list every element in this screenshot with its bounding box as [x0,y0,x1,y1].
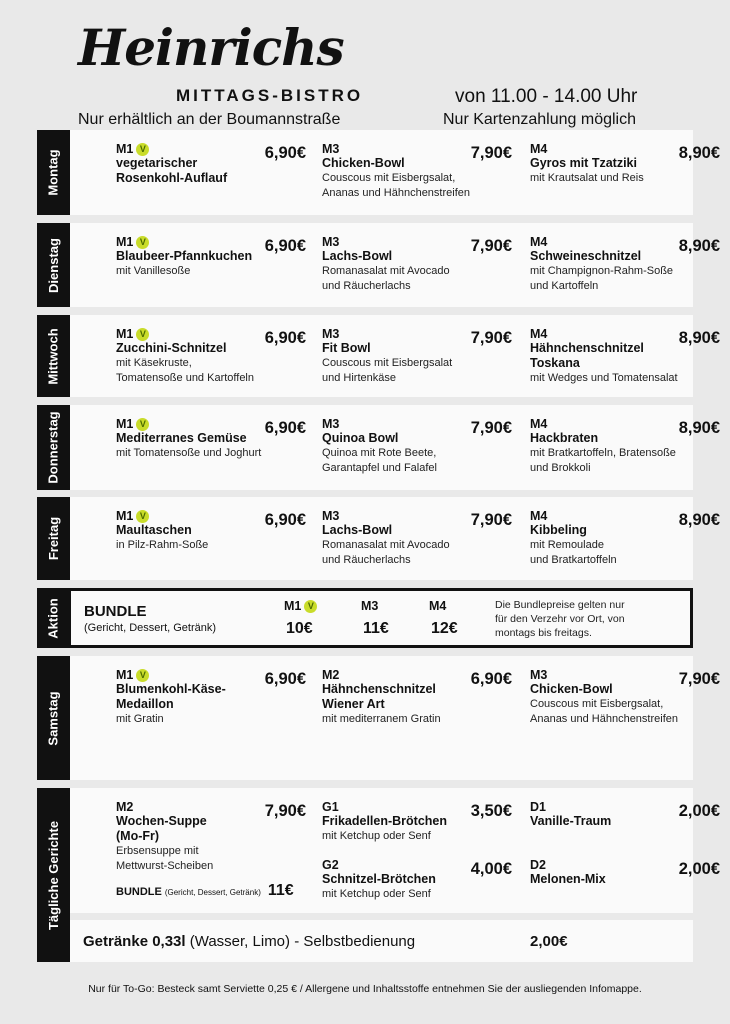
section-aktion [37,588,693,648]
item-code-text: M2 [322,668,340,682]
menu-item-d2: D2 Melonen-Mix 2,00€ [530,858,720,886]
day-tab [37,497,70,580]
price: 6,90€ [470,670,512,688]
price: 6,90€ [264,237,306,255]
item-description: mit Tomatensoße und Joghurt [116,447,262,459]
bundle-code [361,599,378,613]
day-panel [70,405,720,490]
bundle-code [429,599,446,613]
item-name: Blumenkohl-Käse- Medaillon [116,682,226,711]
opening-hours: von 11.00 - 14.00 Uhr [455,86,638,107]
section-donnerstag [37,405,720,490]
section-daily [37,788,720,962]
item-name: Lachs-Bowl [322,249,393,263]
item-code-text: M4 [530,142,548,156]
section-freitag [37,497,720,580]
menu-item-soup: M2 Wochen-Suppe (Mo-Fr) Erbsensuppe mit Mettwurst-Scheiben 7,90€ BUNDLE (Gericht, Dessert, Getränk) 11€ [116,800,306,899]
item-name: Zucchini-Schnitzel [116,341,227,355]
soup-bundle: BUNDLE (Gericht, Dessert, Getränk) 11€ [116,882,294,899]
menu-item-g1: G1 Frikadellen-Brötchen mit Ketchup oder Senf 3,50€ [322,800,512,842]
menu-item-d1: D1 Vanille-Traum 2,00€ [530,800,720,828]
price: 8,90€ [678,237,720,255]
day-panel [70,315,720,397]
item-description: mit Vanillesoße [116,265,191,277]
item-code-text: M3 [322,142,340,156]
price: 7,90€ [470,144,512,162]
price: 6,90€ [264,511,306,529]
item-code-text: M3 [322,235,340,249]
item-description: mit Gratin [116,713,164,725]
item-description: Quinoa mit Rote Beete, Garantapfel und Falafel [322,447,437,474]
menu-item [322,235,512,294]
menu-item [530,235,720,294]
day-label: Montag [46,149,61,196]
item-code-text: M4 [530,417,548,431]
menu-item [322,142,512,201]
price: 6,90€ [264,329,306,347]
item-code-text: M1 [116,327,134,341]
item-name: Fit Bowl [322,341,371,355]
section-mittwoch [37,315,720,397]
vegetarian-icon: V [136,143,149,156]
item-description: mit Wedges und Tomatensalat [530,372,678,384]
section-montag [37,130,720,215]
menu-item [116,142,306,186]
day-tab [37,130,70,215]
day-label: Samstag [46,690,62,746]
price: 8,90€ [678,144,720,162]
day-label: Dienstag [46,237,61,293]
drinks-price: 2,00€ [530,933,568,950]
day-panel [70,223,720,307]
item-name: Maultaschen [116,523,192,537]
item-code-text: M4 [530,509,548,523]
menu-item [322,417,512,476]
day-label: Mittwoch [46,327,62,385]
menu-item [116,509,306,553]
item-name: Lachs-Bowl [322,523,393,537]
menu-item-g2: G2 Schnitzel-Brötchen mit Ketchup oder Senf 4,00€ [322,858,512,900]
menu-item [116,327,306,386]
vegetarian-icon: V [136,328,149,341]
vegetarian-icon: V [136,418,149,431]
item-description: mit Bratkartoffeln, Bratensoße und Brokkoli [530,447,676,474]
vegetarian-icon: V [136,510,149,523]
price: 8,90€ [678,511,720,529]
location-note: Nur erhältlich an der Boumannstraße [78,111,341,128]
item-description: mit Käsekruste, Tomatensoße und Kartoffeln [116,357,254,384]
item-code-text: M1 [116,235,134,249]
bundle-code-text: M1 [284,599,302,613]
item-description: in Pilz-Rahm-Soße [116,539,209,551]
price: 7,90€ [470,511,512,529]
price: 8,90€ [678,329,720,347]
item-name: Kibbeling [530,523,587,537]
bundle-code [284,599,317,613]
item-code-text: M3 [322,509,340,523]
item-code-text: M4 [530,327,548,341]
item-name: Hackbraten [530,431,599,445]
bundle-price: 12€ [431,620,458,637]
item-description: mit Krautsalat und Reis [530,172,644,184]
bundle-price: 11€ [363,620,389,637]
vegetarian-icon: V [304,600,317,613]
item-name: Chicken-Bowl [322,156,405,170]
item-code-text: M3 [530,668,548,682]
menu-item [116,235,306,279]
item-code-text: M1 [116,142,134,156]
item-code-text: M1 [116,417,134,431]
item-code-text: M1 [116,668,134,682]
price: 8,90€ [678,419,720,437]
section-samstag [37,656,720,780]
item-name: Hähnchenschnitzel Toskana [530,341,644,370]
price: 6,90€ [264,144,306,162]
price: 6,90€ [264,419,306,437]
day-label: Tägliche Gerichte [46,820,61,930]
menu-item [322,509,512,568]
bundle-title: BUNDLE [84,603,147,620]
item-name: Hähnchenschnitzel Wiener Art [322,682,436,711]
day-label: Donnerstag [46,411,62,484]
subtitle: MITTAGS-BISTRO [176,86,364,105]
menu-item [322,668,512,727]
logo: Heinrichs [78,18,344,77]
price: 7,90€ [470,329,512,347]
menu-item [530,668,720,727]
price: 7,90€ [264,802,306,820]
day-label: Freitag [46,516,61,561]
bundle-code-text: M3 [361,599,379,613]
day-tab [37,223,70,307]
item-description: mit Champignon-Rahm-Soße und Kartoffeln [530,265,674,292]
day-panel [70,497,720,580]
item-name: Quinoa Bowl [322,431,399,445]
menu-item [322,327,512,386]
vegetarian-icon: V [136,236,149,249]
item-code-text: M3 [322,327,340,341]
bundle-subtitle: (Gericht, Dessert, Getränk) [84,622,217,634]
bundle-price: 10€ [286,620,313,637]
price: 7,90€ [678,670,720,688]
payment-note: Nur Kartenzahlung möglich [443,111,636,128]
menu-item [116,417,306,461]
item-description: Couscous mit Eisbergsalat, Ananas und Hähnchenstreifen [530,698,678,725]
price: 7,90€ [470,419,512,437]
item-name: Gyros mit Tzatziki [530,156,637,170]
item-name: Chicken-Bowl [530,682,613,696]
item-description: Couscous mit Eisbergsalat, Ananas und Hähnchenstreifen [322,172,470,199]
menu-item [116,668,306,727]
footer-note: Nur für To-Go: Besteck samt Serviette 0,25 € / Allergene und Inhaltsstoffe entnehmen Sie der ausliegenden Infomappe. [88,983,642,995]
item-description: Romanasalat mit Avocado und Räucherlachs [322,265,450,292]
vegetarian-icon: V [136,669,149,682]
day-label: Aktion [46,597,62,639]
item-name: vegetarischer Rosenkohl-Auflauf [116,156,228,185]
item-description: mit Remoulade und Bratkartoffeln [530,539,617,566]
drinks-row: Getränke 0,33l (Wasser, Limo) - Selbstbedienung 2,00€ [70,920,693,962]
item-name: Blaubeer-Pfannkuchen [116,249,253,263]
menu-item [530,417,720,476]
price: 7,90€ [470,237,512,255]
item-description: mit mediterranem Gratin [322,713,441,725]
item-name: Schweineschnitzel [530,249,642,263]
item-name: Mediterranes Gemüse [116,431,247,445]
item-description: Romanasalat mit Avocado und Räucherlachs [322,539,450,566]
menu-item [530,142,720,186]
item-code-text: M4 [530,235,548,249]
price: 6,90€ [264,670,306,688]
bundle-code-text: M4 [429,599,447,613]
item-description: Couscous mit Eisbergsalat und Hirtenkäse [322,357,453,384]
menu-item [530,327,720,386]
section-dienstag [37,223,720,307]
bundle-note: Die Bundlepreise gelten nur für den Verzehr vor Ort, von montags bis freitags. [495,599,625,639]
day-tab [37,315,70,397]
item-code-text: M3 [322,417,340,431]
day-tab [37,405,70,490]
day-panel [70,130,720,215]
item-code-text: M1 [116,509,134,523]
menu-item [530,509,720,568]
